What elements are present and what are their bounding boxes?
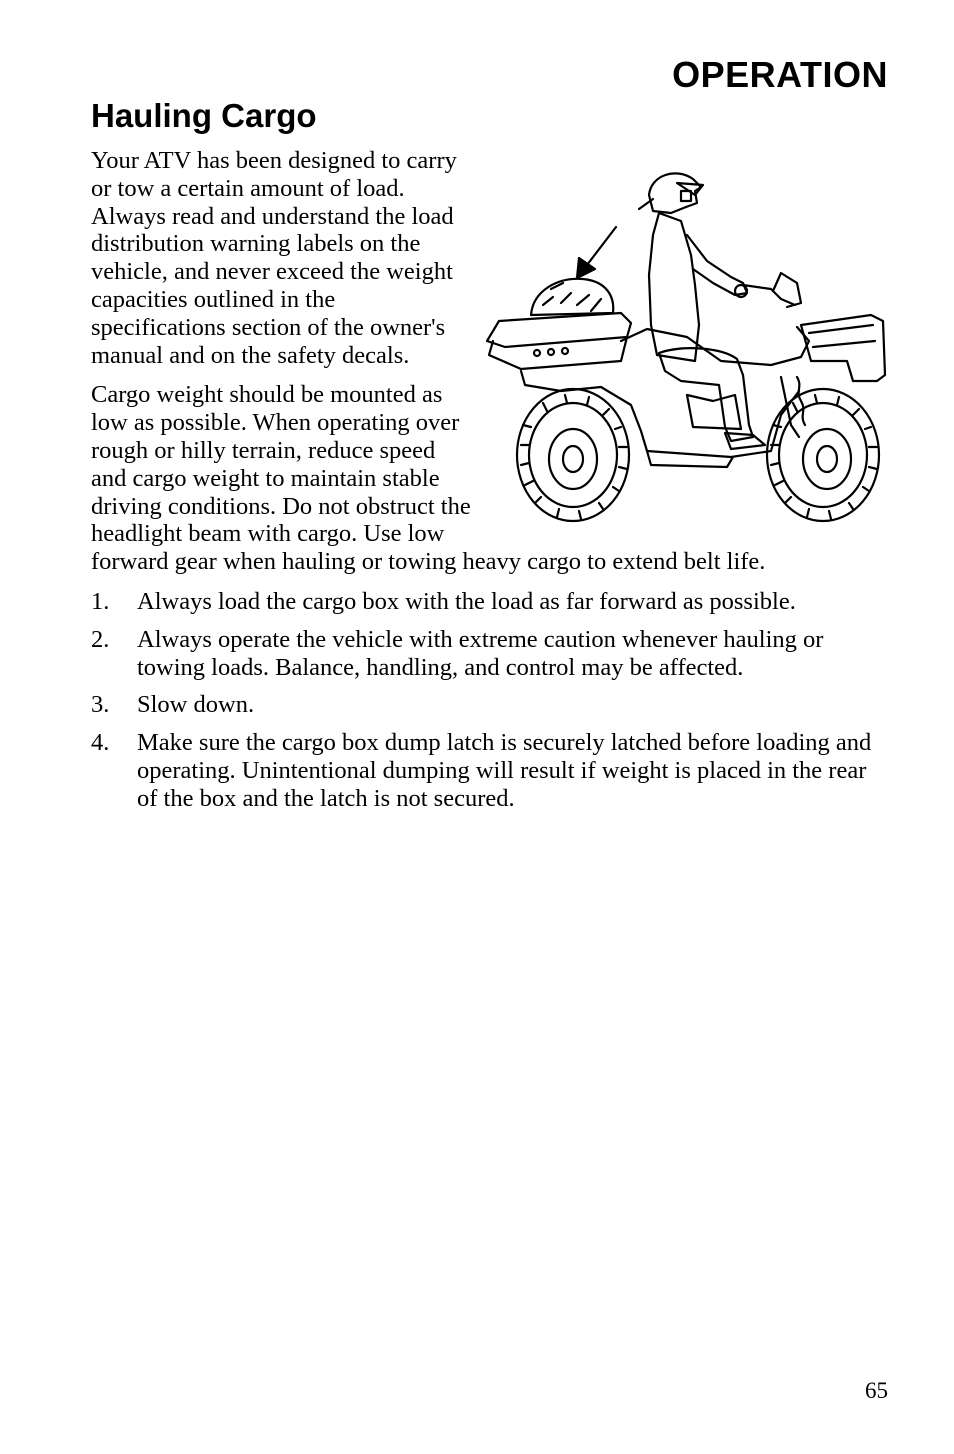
body-text (91, 147, 891, 823)
list-item (91, 588, 891, 616)
paragraph-1: Your ATV has been designed to carry or tow a certain amount of load. Always read and understand the load distribution warning labels on the vehicle, and never exceed the weight capacities outlined in the specifications section of the owner's manual and on the safety decals. (91, 147, 457, 369)
list-text: Always operate the vehicle with extreme caution whenever hauling or towing loads. Balance, handling, and control may be affected. (137, 625, 824, 681)
rear-wheel (517, 389, 629, 521)
list-item (91, 691, 891, 719)
list-number: 2. (91, 625, 110, 653)
paragraph-2: Cargo weight should be mounted as low as possible. When operating over rough or hilly terrain, reduce speed and cargo weight to maintain stable driving conditions. Do not obstruct the headlight beam with cargo. Use low forward gear when hauling or towing heavy cargo to extend belt life. (91, 381, 766, 576)
list-item (91, 729, 891, 812)
page-title: Hauling Cargo (91, 97, 317, 134)
list-item (91, 626, 891, 682)
section-header: OPERATION (672, 54, 888, 95)
list-text: Make sure the cargo box dump latch is securely latched before loading and operating. Unintentional dumping will result if weight is placed in the rear of the box and the latch is not secured. (137, 729, 872, 812)
list-number: 1. (91, 587, 110, 615)
list-number: 4. (91, 729, 110, 757)
list-number: 3. (91, 691, 110, 719)
arrow-icon (577, 227, 616, 278)
cargo-load (531, 279, 613, 315)
rider-figure (639, 173, 765, 449)
list-text: Always load the cargo box with the load as far forward as possible. (137, 587, 796, 615)
steps-list (91, 588, 891, 813)
front-wheel (767, 389, 879, 521)
list-text: Slow down. (137, 691, 255, 719)
page-number: 65 (865, 1378, 888, 1403)
atv-cargo-illustration (481, 165, 891, 537)
